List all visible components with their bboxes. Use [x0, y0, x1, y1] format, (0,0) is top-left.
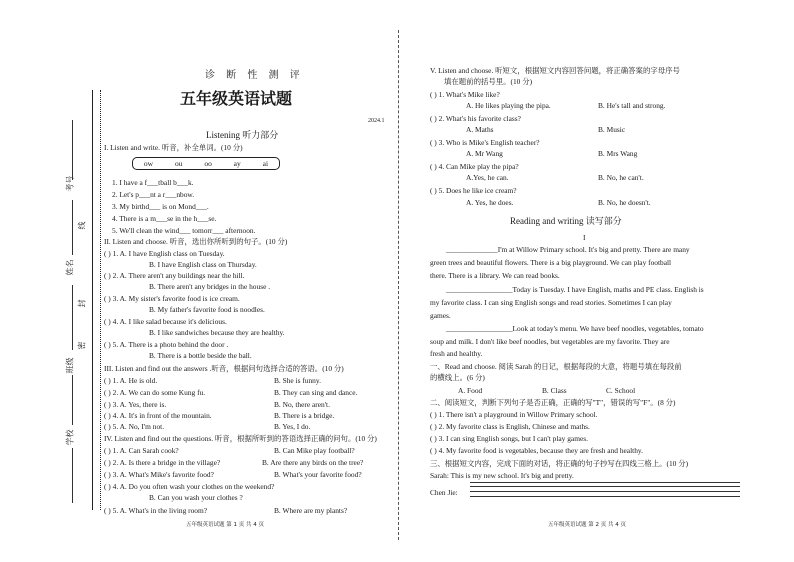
phonics-1: ou — [174, 159, 183, 168]
s3-heading: III. Listen and find out the answers .听音，根据问句选择合适的答语。(10 分) — [104, 364, 344, 373]
s1-heading: I. Listen and write. 听音，补全单词。(10 分) — [104, 143, 243, 152]
s1-item-2: 2. Let's p___nt a r___nbow. — [112, 190, 195, 199]
binding-blank-4 — [72, 375, 74, 425]
s3-item-4a: ( ) 4. A. It's in front of the mountain. — [104, 411, 212, 420]
s4-item-2a: ( ) 2. A. Is there a bridge in the village? — [104, 458, 221, 467]
rw-heading: Reading and writing 读写部分 — [510, 216, 622, 226]
phonics-0: ow — [143, 159, 154, 168]
s5-q2a: A. Maths — [466, 125, 494, 134]
q2-item-4: ( ) 4. My favorite food is vegetables, because they are fresh and healthy. — [430, 446, 643, 455]
s2-item-1b: B. I have English class on Thursday. — [149, 260, 257, 269]
s3-item-5a: ( ) 5. A. No, I'm not. — [104, 422, 165, 431]
s1-item-5: 5. We'll clean the wind___ tomorr___ afternoon. — [112, 226, 256, 235]
s2-item-4b: B. I like sandwiches because they are healthy. — [149, 328, 285, 337]
s5-q3: ( ) 3. Who is Mike's English teacher? — [430, 138, 540, 147]
s4-item-1b: B. Can Mike play football? — [274, 446, 355, 455]
phonics-3: ay — [233, 159, 241, 168]
binding-blank-3 — [72, 285, 74, 350]
listening-heading: Listening 听力部分 — [206, 130, 279, 140]
binding-xuexiao: 学校 — [65, 429, 75, 446]
s4-heading: IV. Listen and find out the questions. 听音，根据所听到的答语选择正确的问句。(10 分) — [104, 434, 377, 443]
s3-item-1b: B. She is funny. — [274, 376, 321, 385]
s4-item-5b: B. Where are my plants? — [274, 506, 348, 515]
q2-item-2: ( ) 2. My favorite class is English, Chinese and maths. — [430, 422, 590, 431]
s5-q5b: B. No, he doesn't. — [598, 198, 651, 207]
s5-q3a: A. Mr Wang — [466, 149, 503, 158]
s3-item-2b: B. They can sing and dance. — [274, 388, 358, 397]
s5-heading-1: V. Listen and choose. 听短文，根据短文内容回答问题，将正确答案的字母序号 — [430, 66, 680, 75]
q1-heading-1: 一、Read and choose. 阅读 Sarah 的日记，根据每段的大意，将题号填在每段前 — [430, 362, 682, 371]
phonics-box — [132, 157, 280, 170]
q1-option-a: A. Food — [458, 386, 483, 395]
s4-item-1a: ( ) 1. A. Can Sarah cook? — [104, 446, 179, 455]
binding-blank-1 — [72, 120, 74, 180]
s2-item-3b: B. My father's favorite food is noodles. — [149, 305, 265, 314]
passage-4: __________________Today is Tuesday. I have English, maths and PE class. English is — [446, 285, 704, 294]
passage-9: fresh and healthy. — [430, 349, 483, 358]
q1-option-b: B. Class — [542, 386, 567, 395]
passage-7: __________________Look at today's menu. We have beef noodles, vegetables, tomato — [446, 324, 704, 333]
s5-q5: ( ) 5. Does he like ice cream? — [430, 186, 517, 195]
s3-item-3a: ( ) 3. A. Yes, there is. — [104, 400, 167, 409]
s4-item-2b: B. Are there any birds on the tree? — [262, 458, 364, 467]
s3-item-2a: ( ) 2. A. We can do some Kung fu. — [104, 388, 206, 397]
s2-item-2: ( ) 2. A. There aren't any buildings near the hill. — [104, 271, 245, 280]
s5-q4a: A.Yes, he can. — [466, 173, 509, 182]
q1-heading-2: 的横线上。(6 分) — [430, 373, 485, 382]
s5-q1b: B. He's tall and strong. — [598, 101, 666, 110]
s2-item-2b: B. There aren't any bridges in the house . — [149, 282, 271, 291]
s1-item-4: 4. There is a m___se in the h___se. — [112, 214, 217, 223]
s5-heading-2: 填在题前的括号里。(10 分) — [444, 77, 533, 86]
q2-item-3: ( ) 3. I can sing English songs, but I can't play games. — [430, 434, 588, 443]
writing-line-3 — [470, 491, 740, 492]
exam-header: 诊 断 性 测 评 — [205, 70, 304, 81]
s2-item-3: ( ) 3. A. My sister's favorite food is ice cream. — [104, 294, 240, 303]
binding-blank-5 — [72, 448, 74, 503]
page1-footer: 五年级英语试题 第 1 页 共 4 页 — [186, 522, 264, 528]
s3-item-4b: B. There is a bridge. — [274, 411, 335, 420]
s5-q1a: A. He likes playing the pipa. — [466, 101, 551, 110]
s4-item-4b: B. Can you wash your clothes ? — [149, 493, 243, 502]
binding-feng: 封 — [77, 299, 87, 308]
s5-q1: ( ) 1. What's Mike like? — [430, 90, 500, 99]
binding-mi: 密 — [77, 341, 87, 350]
s4-item-3a: ( ) 3. A. What's Mike's favorite food? — [104, 470, 214, 479]
phonics-2: oo — [204, 159, 212, 168]
s1-item-1: 1. I have a f___tball b___k. — [112, 178, 194, 187]
passage-6: games. — [430, 311, 451, 320]
passage-8: soup and milk. I don't like beef noodles, but vegetables are my favorite. They are — [430, 337, 670, 346]
binding-xingming: 姓名 — [65, 259, 75, 276]
s3-item-1a: ( ) 1. A. He is old. — [104, 376, 158, 385]
q3-heading: 三、根据短文内容，完成下面的对话，将正确的句子抄写在四线三格上。(10 分) — [430, 459, 689, 468]
page2-footer: 五年级英语试题 第 2 页 共 4 页 — [548, 522, 626, 528]
s5-q5a: A. Yes, he does. — [466, 198, 514, 207]
exam-title: 五年级英语试题 — [180, 89, 293, 108]
s1-item-3: 3. My birthd___ is on Mond___. — [112, 202, 209, 211]
s5-q2b: B. Music — [598, 125, 626, 134]
phonics-4: ai — [262, 159, 269, 168]
q3-sarah: Sarah: This is my new school. It's big and pretty. — [430, 471, 574, 480]
s5-q4b: B. No, he can't. — [598, 173, 644, 182]
q2-heading: 二、阅读短文，判断下列句子是否正确，正确的写"T"，错误的写"F"。(8 分) — [430, 398, 676, 407]
s4-item-4a: ( ) 4. A. Do you often wash your clothes on the weekend? — [104, 482, 275, 491]
writing-line-2 — [470, 486, 740, 487]
s3-item-5b: B. Yes, I do. — [274, 422, 311, 431]
s2-heading: II. Listen and choose. 听音，选出你所听到的句子。(10 分) — [104, 237, 288, 246]
passage-2: green trees and beautiful flowers. There is a big playground. We can play football — [430, 258, 672, 267]
binding-xian: 线 — [77, 221, 87, 230]
page-divider — [398, 30, 399, 540]
q3-chenjie: Chen Jie: — [430, 488, 458, 497]
q2-item-1: ( ) 1. There isn't a playground in Willow Primary school. — [430, 410, 598, 419]
binding-line — [92, 90, 93, 510]
s4-item-5a: ( ) 5. A. What's in the living room? — [104, 506, 208, 515]
passage-1: ______________I'm at Willow Primary school. It's big and pretty. There are many — [446, 245, 690, 254]
passage-3: there. There is a library. We can read books. — [430, 271, 560, 280]
rw-roman: I — [583, 233, 586, 242]
s5-q4: ( ) 4. Can Mike play the pipa? — [430, 162, 519, 171]
s2-item-5b: B. There is a bottle beside the ball. — [149, 351, 252, 360]
writing-line-4 — [470, 496, 740, 497]
s3-item-3b: B. No, there aren't. — [274, 400, 330, 409]
s2-item-4: ( ) 4. A. I like salad because it's delicious. — [104, 317, 227, 326]
s5-q2: ( ) 2. What's his favorite class? — [430, 114, 521, 123]
s2-item-5: ( ) 5. A. There is a photo behind the door . — [104, 340, 229, 349]
binding-banji: 班级 — [65, 357, 75, 374]
passage-5: my favorite class. I can sing English songs and read stories. Sometimes I can play — [430, 298, 672, 307]
q1-option-c: C. School — [606, 386, 636, 395]
binding-blank-2 — [72, 200, 74, 255]
s2-item-1: ( ) 1. A. I have English class on Tuesday. — [104, 249, 225, 258]
exam-year: 2024.1 — [368, 118, 385, 124]
binding-line-right — [100, 90, 101, 510]
s5-q3b: B. Mrs Wang — [598, 149, 638, 158]
writing-line-1 — [470, 482, 740, 483]
binding-kaohao: 考号 — [65, 175, 75, 192]
s4-item-3b: B. What's your favorite food? — [274, 470, 362, 479]
